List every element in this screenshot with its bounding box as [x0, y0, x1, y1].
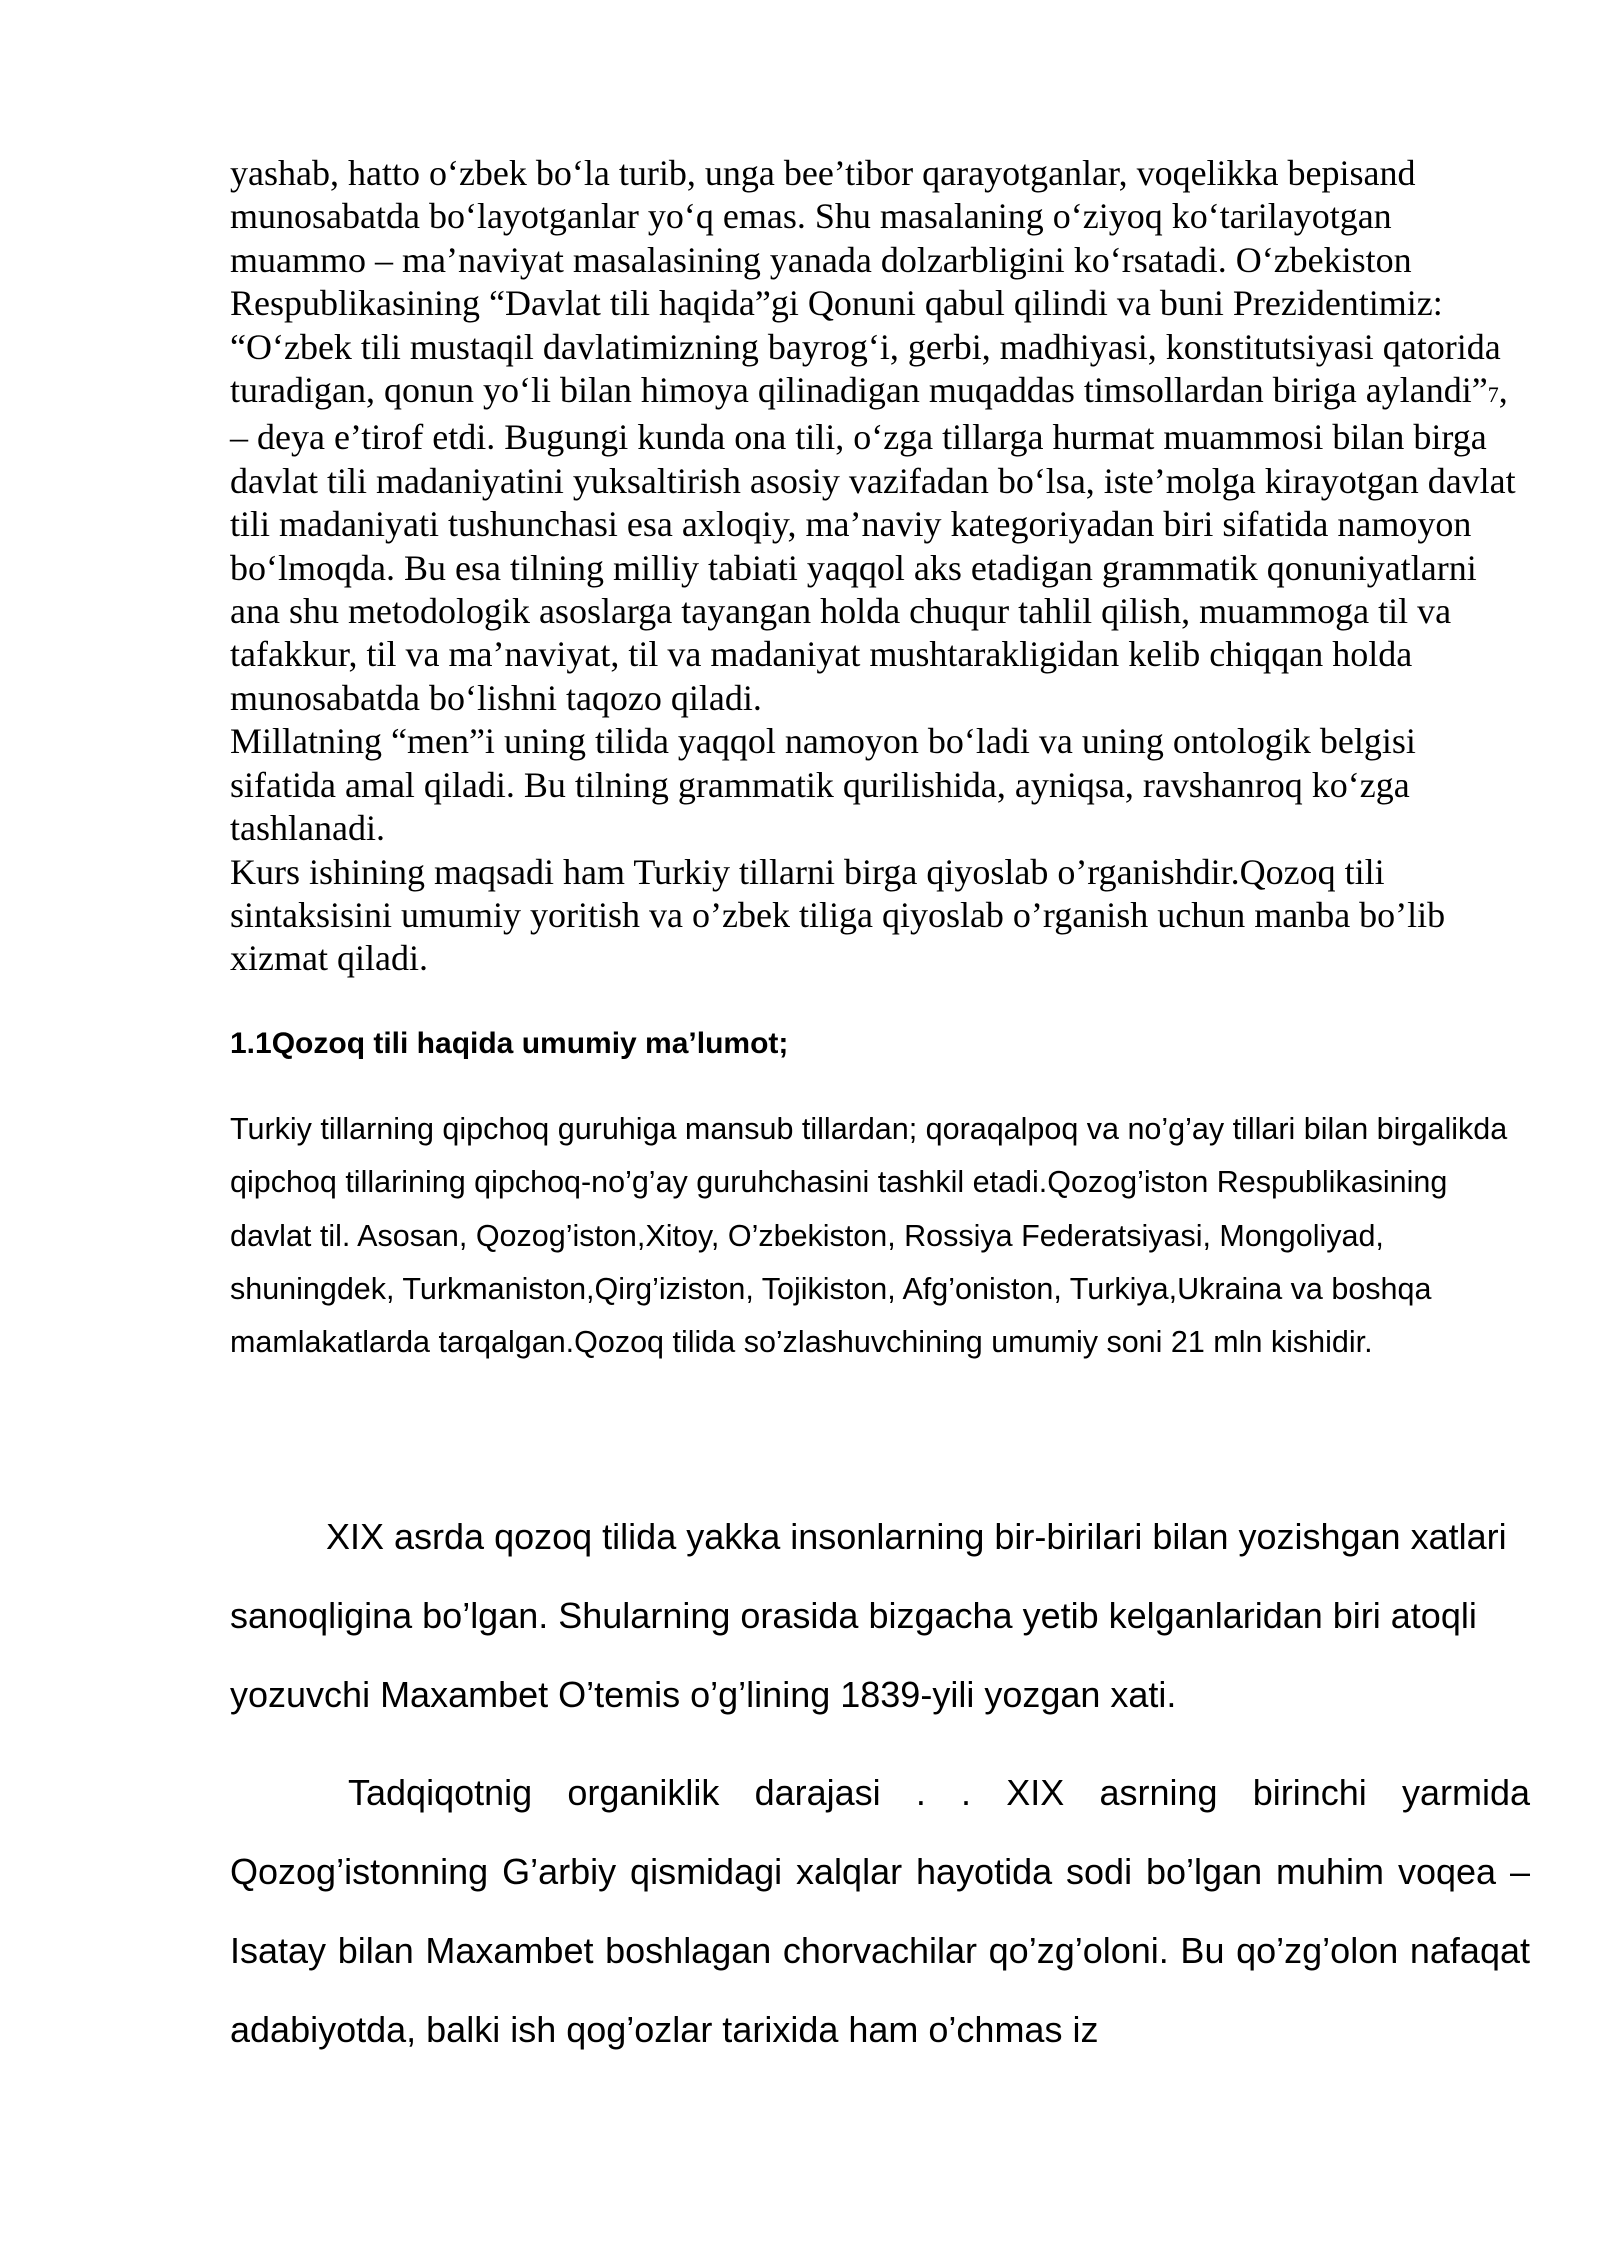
- footnote-reference: 7: [1487, 382, 1499, 408]
- paragraph-text-continuation: , – deya e’tirof etdi. Bugungi kunda ona tili, o‘zga tillarga hurmat muammosi bilan birga davlat tili madaniyatini yuksaltirish asosiy vazifadan bo‘lsa, iste’molga kirayotgan davlat tili madaniyati tushunchasi esa axloqiy, ma’naviy kategoriyadan biri sifatida namoyon bo‘lmoqda. Bu esa tilning milliy tabiati yaqqol aks etadigan grammatik qonuniyatlarni ana shu metodologik asoslarga tayangan holda chuqur tahlil qilish, muammoga til va tafakkur, til va ma’naviyat, til va madaniyat mushtarakligidan kelib chiqqan holda munosabatda bo‘lishni taqozo qiladi.: [230, 370, 1516, 718]
- body-paragraph-tadqiqot: Tadqiqotnig organiklik darajasi . . XIX asrning birinchi yarmida Qozog’istonning G’arbiy qismidagi xalqlar hayotida sodi bo’lgan muhim voqea – Isatay bilan Maxambet boshlagan chorvachilar qo’zg’oloni. Bu qo’zg’olon nafaqat adabiyotda, balki ish qog’ozlar tarixida ham o’chmas iz: [230, 1772, 1530, 2050]
- body-paragraph-millatning: Millatning “men”i uning tilida yaqqol namoyon bo‘ladi va uning ontologik belgisi sifatida amal qiladi. Bu tilning grammatik qurilishida, ayniqsa, ravshanroq ko‘zga tashlanadi.: [230, 721, 1416, 849]
- serif-text-block: [230, 152, 1530, 981]
- section-heading: 1.1Qozoq tili haqida umumiy ma’lumot;: [230, 1027, 789, 1060]
- body-paragraph-kurs-ishi: Kurs ishining maqsadi ham Turkiy tillarni birga qiyoslab o’rganishdir.Qozoq tili sintaksisini umumiy yoritish va o’zbek tiliga qiyoslab o’rganish uchun manba bo’lib xizmat qiladi.: [230, 851, 1446, 979]
- body-paragraph-xix-asrda: XIX asrda qozoq tilida yakka insonlarning bir-birilari bilan yozishgan xatlari sanoqligina bo’lgan. Shularning orasida bizgacha yetib kelganlaridan biri atoqli yozuvchi Maxambet O’temis o’g’lining 1839-yili yozgan xati.: [230, 1516, 1507, 1715]
- paragraph-text: yashab, hatto o‘zbek bo‘la turib, unga bee’tibor qarayotganlar, voqelikka bepisand munosabatda bo‘layotganlar yo‘q emas. Shu masalaning o‘ziyoq ko‘tarilayotgan muammo – ma’naviyat masalasining yanada dolzarbligini ko‘rsatadi. O‘zbekiston Respublikasining “Davlat tili haqida”gi Qonuni qabul qilindi va buni Prezidentimiz: “O‘zbek tili mustaqil davlatimizning bayrog‘i, gerbi, madhiyasi, konstitutsiyasi qatorida turadigan, qonun yo‘li bilan himoya qilinadigan muqaddas timsollardan biriga aylandi”: [230, 153, 1501, 411]
- body-paragraph-ma-naviyat: [230, 152, 1530, 720]
- intro-paragraph: Turkiy tillarning qipchoq guruhiga mansub tillardan; qoraqalpoq va no’g’ay tillari bilan birgalikda qipchoq tillarining qipchoq-no’g’ay guruhchasini tashkil etadi.Qozog’iston Respublikasining davlat til. Asosan, Qozog’iston,Xitoy, O’zbekiston, Rossiya Federatsiyasi, Mongoliyad, shuningdek, Turkmaniston,Qirg’iziston, Tojikiston, Afg’oniston, Turkiya,Ukraina va boshqa mamlakatlarda tarqalgan.Qozoq tilida so’zlashuvchining umumiy soni 21 mln kishidir.: [230, 1112, 1508, 1360]
